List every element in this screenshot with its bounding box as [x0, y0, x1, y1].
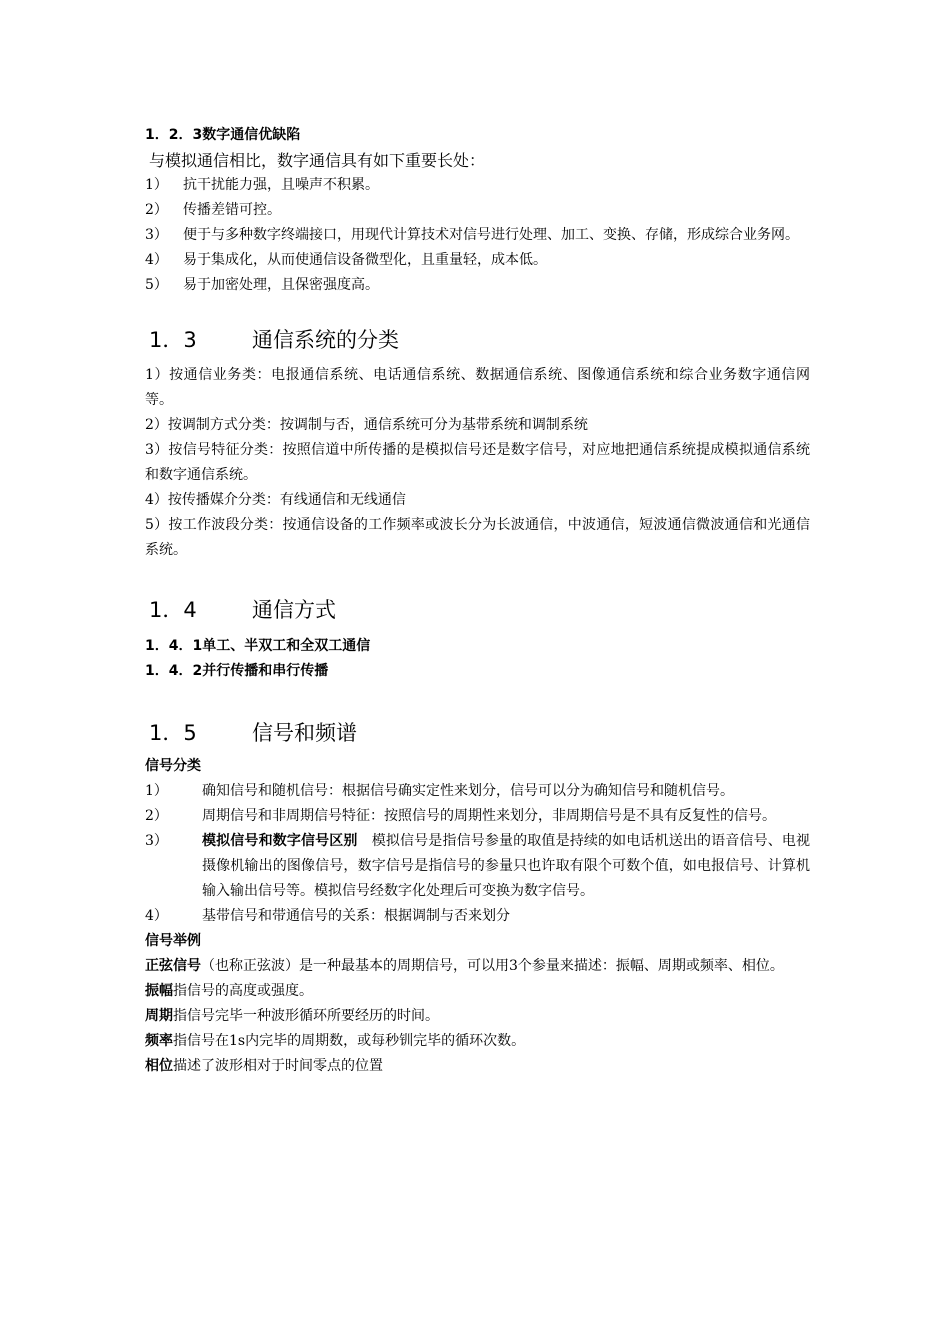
list-item	[145, 829, 810, 904]
term-definition: 模拟信号是指信号参量的取值是持续的如电话机送出的语音信号、电视摄像机输出的图像信号，数字信号是指信号的参量只也许取有限个可数个值，如电报信号、计算机输入输出信号等。模拟信号经数字化处理后可变换为数字信号。	[202, 833, 811, 899]
term-bold: 相位	[145, 1058, 173, 1074]
paragraph	[145, 1054, 810, 1079]
list-item-number: 4）	[145, 252, 168, 268]
term-definition: 描述了波形相对于时间零点的位置	[173, 1058, 383, 1074]
section-number: 1．5	[149, 721, 197, 745]
list-item-text: 易于加密处理，且保密强度高。	[183, 277, 379, 293]
list-item	[145, 223, 810, 248]
section-title: 通信系统的分类	[252, 328, 399, 352]
list-item	[145, 779, 810, 804]
term-definition: 指信号完毕一种波形循环所要经历的时间。	[173, 1008, 439, 1024]
term-bold: 正弦信号	[145, 958, 201, 974]
section-1-4-1-heading: 1．4．1单工、半双工和全双工通信	[145, 638, 371, 654]
section-1-4-heading	[145, 596, 810, 624]
list-item-number: 2）	[145, 808, 168, 824]
list-item-text: 确知信号和随机信号：根据信号确实定性来划分，信号可以分为确知信号和随机信号。	[202, 783, 734, 799]
paragraph: 3）按信号特征分类：按照信道中所传播的是模拟信号还是数字信号，对应地把通信系统提成模拟通信系统和数字通信系统。	[145, 442, 810, 483]
signal-examples-heading: 信号举例	[145, 933, 201, 949]
list-item-text: 周期信号和非周期信号特征：按照信号的周期性来划分，非周期信号是不具有反复性的信号。	[202, 808, 776, 824]
term-definition: 指信号在1s内完毕的周期数，或每秒钏完毕的循环次数。	[173, 1033, 526, 1049]
list-item	[145, 173, 810, 198]
list-item-text: 基带信号和带通信号的关系：根据调制与否来划分	[202, 908, 510, 924]
section-1-2-3-intro: 与模拟通信相比，数字通信具有如下重要长处：	[149, 151, 486, 170]
signal-classification-heading: 信号分类	[145, 758, 201, 774]
paragraph	[145, 979, 810, 1004]
list-item-number: 3）	[145, 227, 168, 243]
list-item-number: 1）	[145, 783, 168, 799]
term-bold: 振幅	[145, 983, 173, 999]
section-1-5-heading	[145, 719, 810, 747]
section-title: 通信方式	[252, 598, 336, 622]
list-item-number: 4）	[145, 908, 168, 924]
section-1-4-2-heading: 1．4．2并行传播和串行传播	[145, 663, 329, 679]
list-item-number: 3）	[145, 833, 168, 849]
term-bold: 周期	[145, 1008, 173, 1024]
paragraph	[145, 1004, 810, 1029]
paragraph	[145, 954, 810, 979]
list-item-text: 传播差错可控。	[183, 202, 281, 218]
section-number: 1．3	[149, 328, 197, 352]
list-item	[145, 804, 810, 829]
section-1-3-body	[145, 363, 810, 563]
paragraph: 4）按传播媒介分类：有线通信和无线通信	[145, 492, 406, 508]
list-item-text: 易于集成化，从而使通信设备微型化，且重量轻，成本低。	[183, 252, 547, 268]
list-item-text	[202, 829, 810, 904]
term-bold: 模拟信号和数字信号区别	[202, 833, 358, 849]
term-definition: （也称正弦波）是一种最基本的周期信号，可以用3个参量来描述：振幅、周期或频率、相位。	[201, 958, 784, 974]
paragraph: 5）按工作波段分类：按通信设备的工作频率或波长分为长波通信，中波通信，短波通信微波通信和光通信系统。	[145, 517, 810, 558]
list-item	[145, 248, 810, 273]
list-item-text: 抗干扰能力强，且噪声不积累。	[183, 177, 379, 193]
paragraph: 1）按通信业务类：电报通信系统、电话通信系统、数据通信系统、图像通信系统和综合业务数字通信网等。	[145, 367, 810, 408]
document-page	[145, 123, 810, 1079]
term-definition: 指信号的高度或强度。	[173, 983, 313, 999]
list-item	[145, 198, 810, 223]
paragraph	[145, 1029, 810, 1054]
term-bold: 频率	[145, 1033, 173, 1049]
section-1-2-3-heading: 1．2．3数字通信优缺陷	[145, 127, 301, 143]
paragraph: 2）按调制方式分类：按调制与否，通信系统可分为基带系统和调制系统	[145, 417, 588, 433]
list-item-number: 1）	[145, 177, 168, 193]
list-item	[145, 904, 810, 929]
section-title: 信号和频谱	[252, 721, 357, 745]
list-item-number: 2）	[145, 202, 168, 218]
list-item	[145, 273, 810, 298]
section-number: 1．4	[149, 598, 197, 622]
list-item-number: 5）	[145, 277, 168, 293]
section-1-3-heading	[145, 326, 810, 354]
list-item-text: 便于与多种数字终端接口，用现代计算技术对信号进行处理、加工、变换、存储，形成综合业务网。	[183, 227, 799, 243]
